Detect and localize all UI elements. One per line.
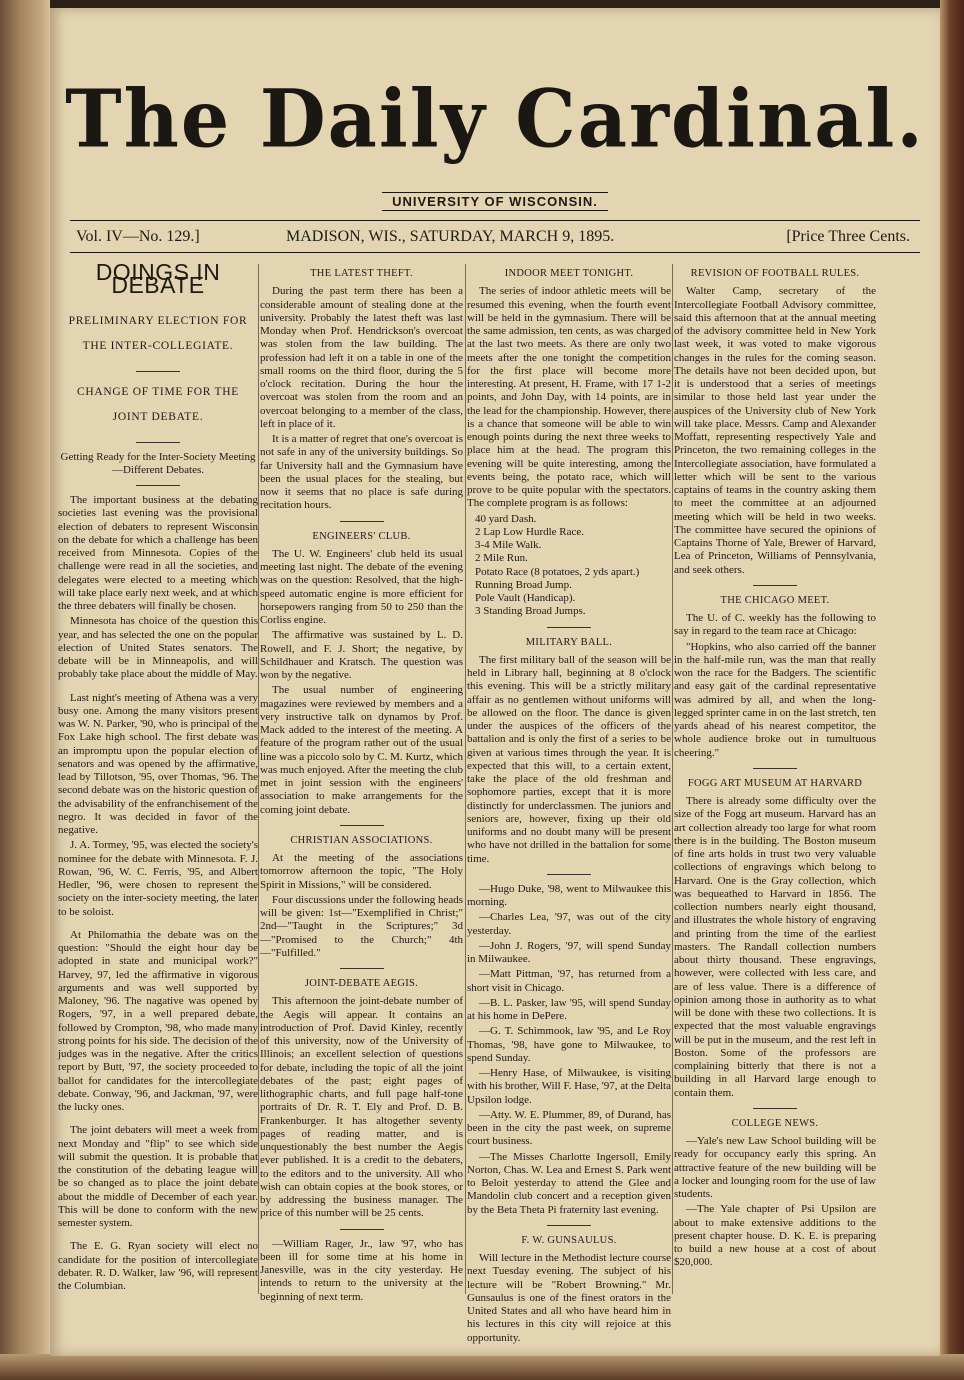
- paragraph: The usual number of engineering magazines were reviewed by members and a very instructive talk on dynamos by Prof. Mack added to the interest of the meeting. A feature of the program rather out of the usual line was a piccolo solo by C. M. Kurtz, which was much enjoyed. After the meeting the club met in joint session with the engineers' association to make arrangements for the coming joint debate.: [260, 684, 463, 816]
- book-binding-right: [940, 0, 964, 1380]
- paragraph: The first military ball of the season will be held in Library hall, beginning at 8 o'clock this evening. This will be a strictly military affair as no gentlemen without uniforms will be allowed on the floor. The dance is given under the auspices of the officers of the battalion and is only the first of a series to be given at various times through the year. It is expected that this will, to a certain extent, take the place of the old freshman and sophomore parties, except that it is more distinctly for underclassmen. The juniors and seniors are, however, fixing up their old uniforms and no doubt many will be present who have not drilled in the battalion for some time.: [467, 653, 671, 865]
- program-item: Running Broad Jump.: [475, 578, 572, 591]
- column-rule: [258, 264, 259, 1294]
- program-item: 2 Mile Run.: [475, 552, 528, 565]
- personal-item: —B. L. Pasker, law '95, will spend Sunday at his home in DePere.: [467, 996, 671, 1022]
- newspaper-page: [50, 8, 940, 1356]
- paragraph: The joint debaters will meet a week from next Monday and "flip" to see which side will submit the question. It is probable that the constitution of the debating league will be so changed as to place the joint debate about the middle of December of each year. This will be done to conform with the new semester system.: [58, 1124, 258, 1229]
- paragraph: There is already some difficulty over the size of the Fogg art museum. Harvard has an art collection already too large for what room there is in the building. The Boston museum of fine arts holds in trust two very valuable collections of engravings which belong to Harvard. One is the Gray collection, which was bequeathed to Harvard in 1856. The collection numbers nearly eight thousand, and illustrates the whole history of engraving and printing from the time of the earliest masters. The Randall collection numbers about thirty thousand. These engravings, however, were collected with less care, and are of less value. There is a difference of opinion among those in authority as to what will be done with these two collections. It is expected that the most valuable engravings will be put in the museum, and the rest left in Boston. Some of the professors are complaining bitterly that there is not a building in all Harvard large enough to contain them.: [674, 795, 876, 1099]
- column-1: [58, 259, 258, 1304]
- paragraph: At Philomathia the debate was on the question: "Should the eight hour day be adopted in state and municipal work?" Harvey, 97, led the affirmative in vigorous arguments and was well supported by Maloney, '96. The nagative was opened by Rogers, '97, in a well prepared debate, followed by Crompton, '98, who made many strong points for his side. The decision of the judges was in the negative. After the critics report by Butt, '97, the society proceeded to ballot for candidates for the intercollegiate debate. Conway, '96, and Jackman, '97, were the lucky ones.: [58, 928, 258, 1113]
- personal-item: —Matt Pittman, '97, has returned from a short visit in Chicago.: [467, 968, 671, 994]
- program-item: Pole Vault (Handicap).: [475, 592, 576, 604]
- subhead-deck: Getting Ready for the Inter-Society Meeting—Different Debates.: [60, 450, 256, 476]
- masthead-title: The Daily Cardinal.: [65, 71, 925, 166]
- separator: [547, 1225, 591, 1226]
- article-heading: F. W. GUNSAULUS.: [521, 1234, 617, 1246]
- paragraph: Four discussions under the following heads will be given: 1st—"Exemplified in Christ;" 2nd—"Taught in the Scriptures;" 3d—"Promised to the Church;" 4th—"Fulfilled.": [260, 893, 463, 959]
- paragraph: "Hopkins, who also carried off the banner in the half-mile run, was the man that really won the race for the Badgers. The scientific and easy gait of the cardinal representative was admired by all, and when the long-legged sprinter came in on the last stretch, ten yards ahead of his nearest competitor, the whole audience broke out in tumultuous cheering.": [674, 640, 876, 759]
- article-heading: ENGINEERS' CLUB.: [312, 530, 411, 542]
- subhead: CHANGE OF TIME FOR THE JOINT DEBATE.: [77, 385, 239, 423]
- article-heading: FOGG ART MUSEUM AT HARVARD: [687, 777, 863, 789]
- paragraph: At the meeting of the associations tomorrow afternoon the topic, "The Holy Spirit in Missions," will be considered.: [260, 852, 463, 891]
- article-heading: REVISION OF FOOTBALL RULES.: [690, 268, 860, 279]
- program-item: Potato Race (8 potatoes, 2 yds apart.): [475, 565, 640, 578]
- article-heading: MILITARY BALL.: [525, 636, 613, 648]
- article-heading: COLLEGE NEWS.: [731, 1117, 819, 1129]
- personal-item: —Henry Hase, of Milwaukee, is visiting with his brother, Will F. Hase, '97, at the Delta Upsilon lodge.: [467, 1067, 671, 1106]
- volume-number: Vol. IV—No. 129.]: [76, 228, 200, 245]
- dateline: MADISON, WIS., SATURDAY, MARCH 9, 1895.: [286, 228, 615, 245]
- book-binding-left: [0, 0, 50, 1380]
- book-bottom-edge: [0, 1354, 964, 1380]
- paragraph: During the past term there has been a considerable amount of stealing done at the university. Probably the latest theft was last Monday when Prof. Hendrickson's overcoat was stolen from the law building. The profession had left it on a table in one of the small rooms on the third floor, during the 5 o'clock recitation. During the hour the overcoat was stolen from the room and an overcoat belonging to a member of the class, left in place of it.: [260, 285, 463, 430]
- column-rule: [465, 264, 466, 1294]
- column-rule: [672, 264, 673, 1294]
- separator: [547, 874, 591, 875]
- price: [Price Three Cents.: [786, 228, 910, 245]
- paragraph: —William Rager, Jr., law '97, who has been ill for some time at his home in Janesville, was in the city yesterday. He intends to return to the university at the beginning of next term.: [260, 1237, 463, 1303]
- paragraph: The series of indoor athletic meets will be resumed this evening, when the fourth event will be held in the gymnasium. There will be the same admission, ten cents, as was charged at the last two meets. As there are only two meets after the one tonight the competition for the first place will become more interesting. At present, H. Frame, with 17 1-2 points, and John Day, with 14 points, are in the lead for the championship. However, there is a chance that someone will be able to win enough points during the next three weeks to place him at the head. The program this evening will be quite interesting, among the events being, the potato race, which will prove to be quite popular with the spectators. The complete program is as follows:: [467, 285, 671, 510]
- personal-item: —Atty. W. E. Plummer, 89, of Durand, has been in the city the past week, on supreme court business.: [467, 1108, 671, 1148]
- paragraph: Last night's meeting of Athena was a very busy one. Among the many visitors present was W. N. Parker, '90, who is principal of the Fox Lake high school. The first debate was an impromptu upon the popular election of senators and was opened by the affirmative, lead by Tillotson, '95, over Thomas, '96. The second debate was on the historic question of the advisability of the enfranchisement of the negro. It was decided in favor of the negative.: [58, 691, 258, 836]
- personal-item: —Hugo Duke, '98, went to Milwaukee this morning.: [467, 882, 671, 908]
- paragraph: —Yale's new Law School building will be ready for occupancy early this spring. An attractive feature of the new building will be a locker and lounging room for the use of law students.: [674, 1135, 876, 1200]
- paragraph: The important business at the debating societies last evening was the provisional election of debaters to represent Wisconsin on the debate for which a challenge has been received from Minnesota. Copies of the challenge were read in all the societies, and delegates were elected to a meeting which will take place early next week, and at which the three debaters will finally be chosen.: [58, 494, 258, 612]
- separator: [753, 768, 797, 769]
- article-heading: THE CHICAGO MEET.: [720, 594, 830, 606]
- separator: [136, 371, 180, 372]
- column-4: [674, 264, 876, 1304]
- paragraph: The E. G. Ryan society will elect no candidate for the position of intercollegiate debater. R. D. Walker, law '96, will represent the Columbian.: [58, 1240, 258, 1292]
- separator: [547, 627, 591, 628]
- column-3: [467, 264, 671, 1344]
- separator: [340, 1229, 384, 1230]
- article-heading: THE LATEST THEFT.: [310, 268, 413, 279]
- program-item: 40 yard Dash.: [475, 512, 537, 525]
- personal-item: —G. T. Schimmook, law '95, and Le Roy Thomas, '98, have gone to Milwaukee, to spend Sunday.: [467, 1025, 671, 1064]
- headline-debate: DOINGS IN DEBATE: [95, 259, 221, 299]
- paragraph: It is a matter of regret that one's overcoat is not safe in any of the university buildings. So far University hall and the Gymnasium have been the usual places for the stealing, but now it seems that no place is safe during recitation hours.: [260, 433, 463, 512]
- program-item: 3 Standing Broad Jumps.: [475, 605, 586, 618]
- paragraph: J. A. Tormey, '95, was elected the society's nominee for the debate with Minnesota. F. J. Rowan, '96, W. C. Ferris, '95, and Albert Hedler, '96, were chosen to represent the society on the inter-society meeting, the later to be soloist.: [58, 839, 258, 918]
- article-heading: CHRISTIAN ASSOCIATIONS.: [290, 834, 433, 846]
- separator: [136, 485, 180, 486]
- article-heading: JOINT-DEBATE AEGIS.: [304, 978, 419, 989]
- paragraph: Walter Camp, secretary of the Intercollegiate Football Advisory committee, said this afternoon that at the annual meeting of the advisory committee held in New York last week, it was voted to make vigorous changes in the rules for the coming season. The details have not been decided upon, but it is understood that a series of meetings similar to those held last year under the auspices of the University club of New York will take place. Messrs. Camp and Alexander Moffatt, representing respectively Yale and Princeton, the two remaining colleges in the Intercollegiate association, have formulated a letter which will be sent to the various captains of teams in the country asking them to meet the committee at an adjourned meeting which will be held in two weeks. The committee have secured the opinions of Captains Thorne of Yale, Brewer of Harvard, Lea of Princeton, Williams of Pennsylvania, and seek others.: [674, 285, 876, 576]
- separator: [340, 825, 384, 826]
- personal-item: —The Misses Charlotte Ingersoll, Emily Norton, Chas. W. Lea and Ernest S. Park went to Beloit yesterday to attend the Glee and Mandolin club concert and a reception given by the Beta Theta Pi fraternity last evening.: [467, 1150, 671, 1216]
- separator: [340, 521, 384, 522]
- separator: [340, 968, 384, 969]
- column-2: [260, 264, 463, 1304]
- paragraph: The affirmative was sustained by L. D. Rowell, and F. J. Short; the negative, by Schildhauer and Kratsch. The question was won by the negative.: [260, 629, 463, 681]
- paragraph: This afternoon the joint-debate number of the Aegis will appear. It contains an introduction of Prof. David Kinley, recently of this university, now of the University of Illinois; an excellent selection of questions for debate, including the topic of all the joint debates of the past; eight pages of lithographic charts, and full page half-tone portraits of Dr. R. T. Ely and Prof. D. B. Frankenburger. It has altogether seventy pages of reading matter, and is unquestionably the best number the Aegis ever published. It is a credit to the debaters, to the editors and to the university. All who wish can obtain copies at the book stores, or by addressing the business manager. The price of this number will be 25 cents.: [260, 995, 463, 1220]
- personal-item: —Charles Lea, '97, was out of the city yesterday.: [467, 911, 671, 937]
- program-item: 3-4 Mile Walk.: [475, 539, 542, 551]
- paragraph: The U. of C. weekly has the following to say in regard to the team race at Chicago:: [674, 612, 876, 638]
- paragraph: The U. W. Engineers' club held its usual meeting last night. The debate of the evening was on the question: Resolved, that the high-speed automatic engine is more efficient for horsepowers ranging from 50 to 250 than the Corliss engine.: [260, 547, 463, 626]
- dateline-bar: [70, 220, 920, 253]
- paragraph: —The Yale chapter of Psi Upsilon are about to make extensive additions to the present chapter house. D. K. E. is preparing to build a new house at a cost of about $20,000.: [674, 1203, 876, 1269]
- separator: [753, 1108, 797, 1109]
- personal-item: —John J. Rogers, '97, will spend Sunday in Milwaukee.: [467, 939, 671, 965]
- separator: [753, 585, 797, 586]
- university-banner: [50, 192, 940, 211]
- separator: [136, 442, 180, 443]
- article-heading: INDOOR MEET TONIGHT.: [504, 268, 634, 279]
- paragraph: Minnesota has choice of the question this year, and has selected the one on the popular election of United States senators. The debate will be in Minneapolis, and will probably take place about the middle of May.: [58, 615, 258, 681]
- program-item: 2 Lap Low Hurdle Race.: [475, 525, 585, 538]
- university-name: UNIVERSITY OF WISCONSIN.: [382, 192, 608, 211]
- subhead: PRELIMINARY ELECTION FOR THE INTER-COLLEGIATE.: [68, 314, 248, 352]
- paragraph: Will lecture in the Methodist lecture course next Tuesday evening. The subject of his lecture will be "Robert Browning." Mr. Gunsaulus is one of the finest orators in the United States and all who have heard him in his lectures in this city will rejoice at this opportunity.: [467, 1252, 671, 1344]
